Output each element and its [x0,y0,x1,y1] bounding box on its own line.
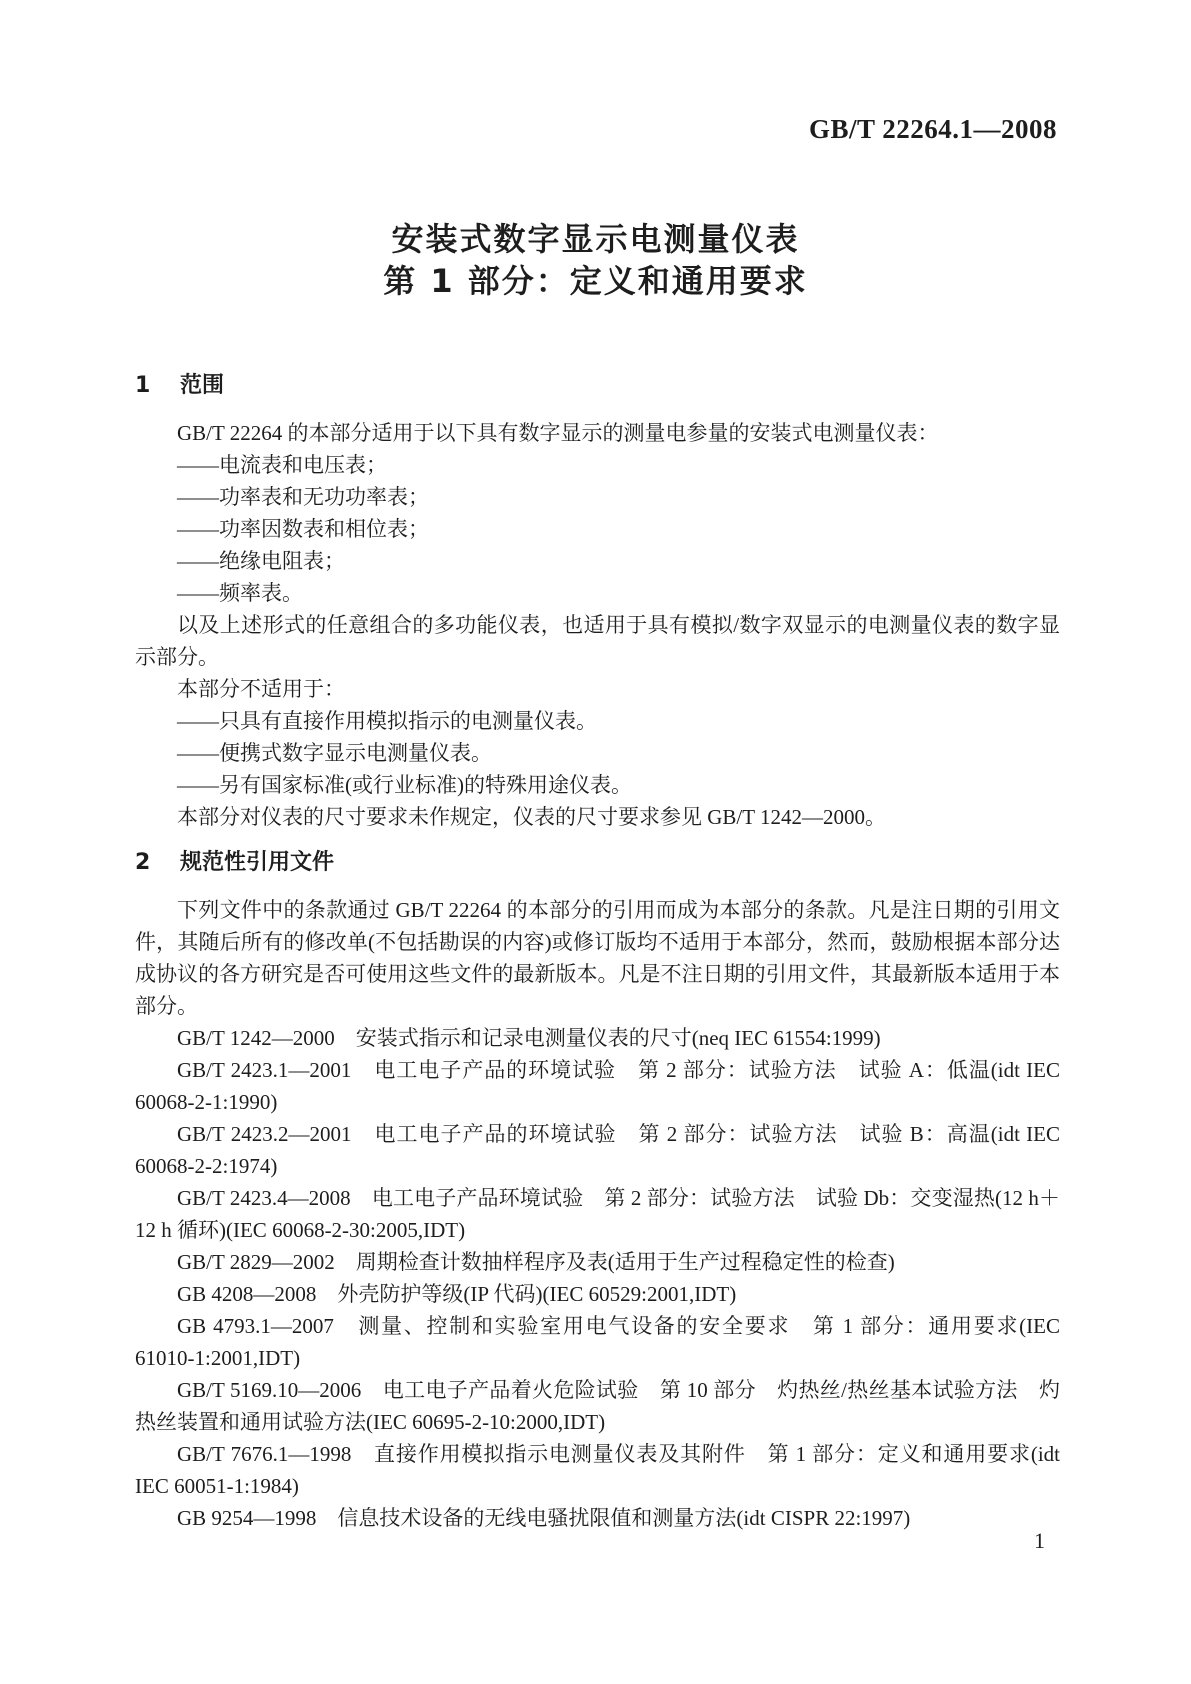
scope-dimension-note: 本部分对仪表的尺寸要求未作规定，仪表的尺寸要求参见 GB/T 1242—2000。 [177,805,886,829]
scope-list-item: ——绝缘电阻表； [177,549,345,573]
scope-list-item: ——功率因数表和相位表； [177,517,429,541]
reference-entry: GB/T 1242—2000 安装式指示和记录电测量仪表的尺寸(neq IEC 61554:1999) [177,1026,881,1050]
references-intro-paragraph: 下列文件中的条款通过 GB/T 22264 的本部分的引用而成为本部分的条款。凡是注日期的引用文件，其随后所有的修改单(不包括勘误的内容)或修订版均不适用于本部分，然而，鼓励根据本部分达成协议的各方研究是否可使用这些文件的最新版本。凡是不注日期的引用文件，其最新版本适用于本部分。 [135,898,1060,1018]
reference-entry: GB/T 2423.1—2001 电工电子产品的环境试验 第 2 部分：试验方法 试验 A：低温(idt IEC 60068-2-1:1990) [135,1058,1060,1114]
section-2-heading [135,847,1060,879]
section-1-number: 1 [135,373,151,398]
page-content [135,362,1060,1534]
scope-not-applicable-item: ——便携式数字显示电测量仪表。 [177,741,492,765]
reference-entry: GB/T 2829—2002 周期检查计数抽样程序及表(适用于生产过程稳定性的检查) [177,1250,895,1274]
scope-list-item: ——频率表。 [177,581,303,605]
standard-code: GB/T 22264.1—2008 [808,114,1057,144]
section-2-number: 2 [135,850,151,875]
title-line-2: 第 1 部分：定义和通用要求 [383,262,808,300]
reference-entry: GB/T 5169.10—2006 电工电子产品着火危险试验 第 10 部分 灼热丝/热丝基本试验方法 灼热丝装置和通用试验方法(IEC 60695-2-10:2000,IDT) [135,1378,1060,1434]
scope-list-item: ——电流表和电压表； [177,453,387,477]
reference-entry: GB 4208—2008 外壳防护等级(IP 代码)(IEC 60529:2001,IDT) [177,1282,737,1306]
reference-entry: GB/T 7676.1—1998 直接作用模拟指示电测量仪表及其附件 第 1 部分：定义和通用要求(idt IEC 60051-1:1984) [135,1442,1060,1498]
section-1-title: 范围 [179,373,224,398]
scope-not-applicable-item: ——只具有直接作用模拟指示的电测量仪表。 [177,709,597,733]
scope-combination-paragraph: 以及上述形式的任意组合的多功能仪表，也适用于具有模拟/数字双显示的电测量仪表的数字显示部分。 [135,613,1060,669]
scope-intro-paragraph: GB/T 22264 的本部分适用于以下具有数字显示的测量电参量的安装式电测量仪表： [177,421,939,445]
reference-entry: GB/T 2423.2—2001 电工电子产品的环境试验 第 2 部分：试验方法 试验 B：高温(idt IEC 60068-2-2:1974) [135,1122,1060,1178]
reference-entry: GB 9254—1998 信息技术设备的无线电骚扰限值和测量方法(idt CISPR 22:1997) [177,1506,911,1530]
title-line-1: 安装式数字显示电测量仪表 [391,220,800,258]
page-number: 1 [1034,1528,1045,1553]
scope-not-applicable-intro: 本部分不适用于： [177,677,345,701]
section-2-title: 规范性引用文件 [179,850,334,875]
reference-entry: GB 4793.1—2007 测量、控制和实验室用电气设备的安全要求 第 1 部分：通用要求(IEC 61010-1:2001,IDT) [135,1314,1060,1370]
reference-entry: GB/T 2423.4—2008 电工电子产品环境试验 第 2 部分：试验方法 试验 Db：交变湿热(12 h＋12 h 循环)(IEC 60068-2-30:2005,IDT) [135,1186,1060,1242]
scope-list-item: ——功率表和无功功率表； [177,485,429,509]
document-title [0,218,1191,302]
scope-not-applicable-item: ——另有国家标准(或行业标准)的特殊用途仪表。 [177,773,632,797]
section-1-heading [135,370,1060,402]
